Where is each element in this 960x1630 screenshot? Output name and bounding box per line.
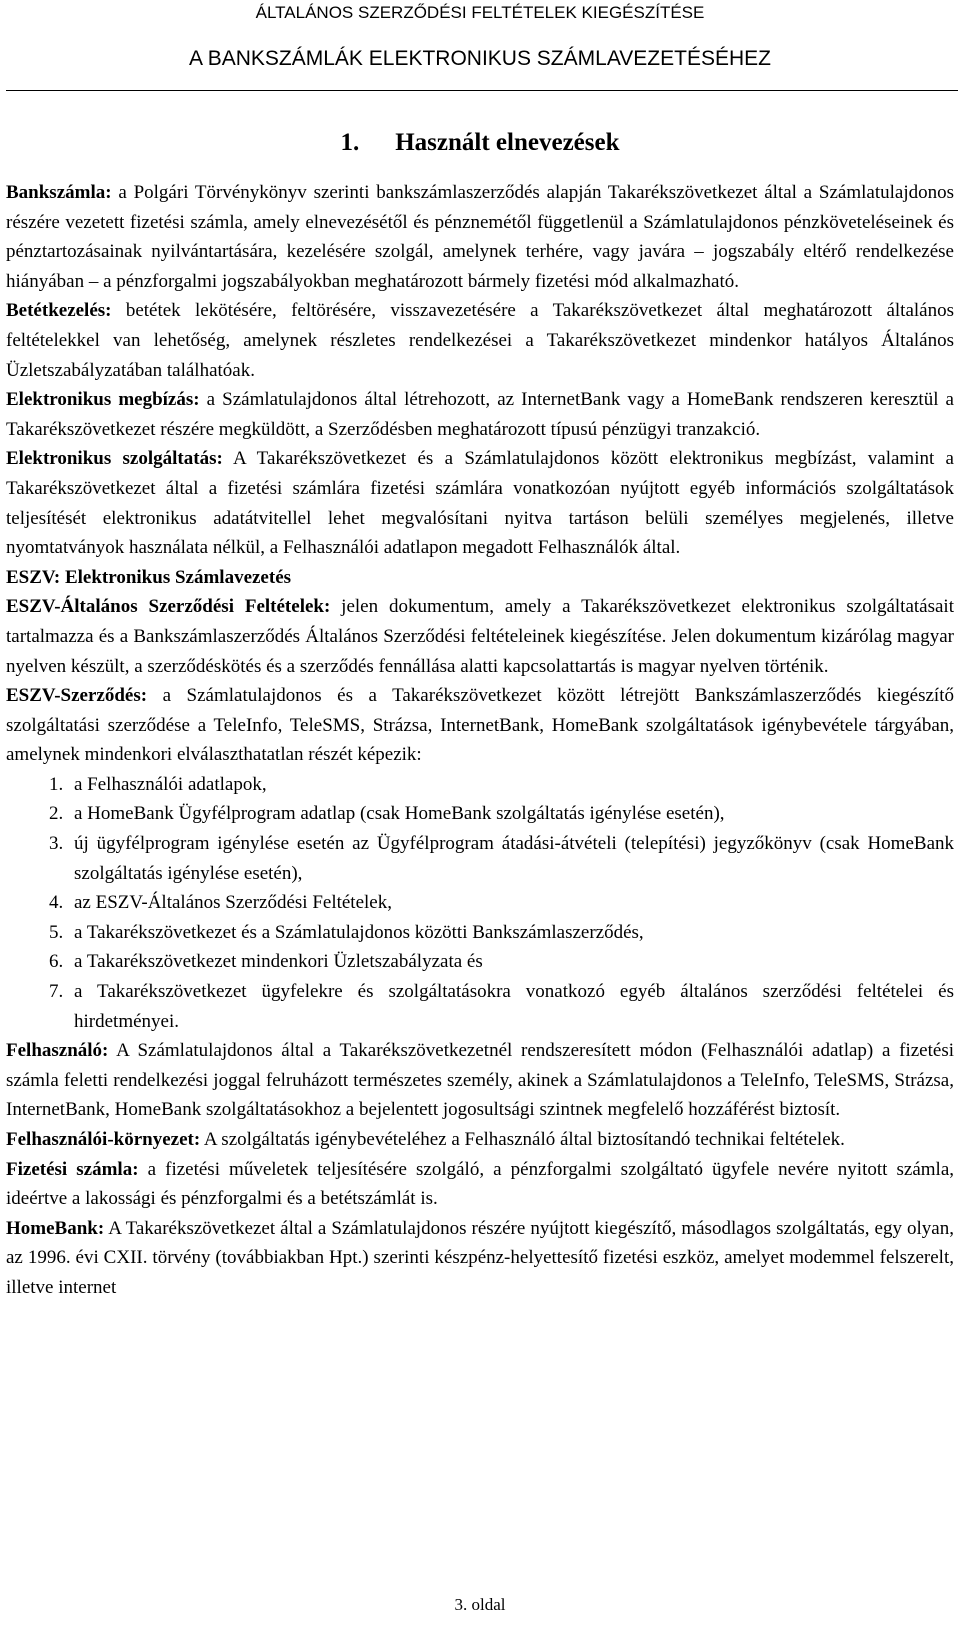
definition-text: A Számlatulajdonos által a Takarékszövetkezetnél rendszeresített módon (Felhasználói adatlap) a fizetési számla feletti rendelkezési joggal felruházott természetes személy, akinek a Számlatulajdonos a TeleInfo, TeleSMS, Strázsa, InternetBank, HomeBank szolgáltatásokhoz a bejelentett jogosultsági szintnek megfelelő hozzáférést biztosít. [6,1040,954,1121]
page-number: 3. oldal [454,1595,506,1614]
definition-paragraph [6,296,954,385]
section-heading [0,126,960,160]
list-item: 4. az ESZV-Általános Szerződési Feltételek, [68,888,954,918]
header-line-2: A BANKSZÁMLÁK ELEKTRONIKUS SZÁMLAVEZETÉSÉHEZ [189,47,771,70]
list-item: 5. a Takarékszövetkezet és a Számlatulajdonos közötti Bankszámlaszerződés, [68,918,954,948]
definition-paragraph [6,563,954,593]
definition-term: Felhasználói-környezet: [6,1129,201,1150]
definition-term: ESZV: Elektronikus Számlavezetés [6,566,292,588]
definition-paragraph [6,178,954,296]
definition-paragraph [6,681,954,770]
list-item: 2. a HomeBank Ügyfélprogram adatlap (csak HomeBank szolgáltatás igénylése esetén), [68,799,954,829]
definition-text: a fizetési műveletek teljesítésére szolgáló, a pénzforgalmi szolgáltató ügyfele nevére nyitott számla, ideértve a lakossági és pénzforgalmi és a betétszámlát is. [6,1158,954,1210]
header-line-1: ÁLTALÁNOS SZERZŐDÉSI FELTÉTELEK KIEGÉSZÍTÉSE [255,3,705,22]
definition-paragraph [6,592,954,681]
list-item: 3. új ügyfélprogram igénylése esetén az Ügyfélprogram átadási-átvételi (telepítési) jegyzőkönyv (csak HomeBank szolgáltatás igénylése esetén), [68,829,954,888]
definition-term: HomeBank: [6,1217,105,1239]
definition-paragraph [6,444,954,562]
section-number: 1. [340,129,360,156]
definition-paragraph [6,1125,954,1155]
definition-term: Felhasználó: [6,1040,109,1062]
definition-text: jelen dokumentum, amely a Takarékszövetkezet elektronikus szolgáltatásait tartalmazza és a Bankszámlaszerződés Általános Szerződési feltételeinek kiegészítése. Jelen dokumentum kizárólag magyar nyelven készült, a szerződéskötés és a szerződés fennállása alatti kapcsolattartás is magyar nyelven történik. [6,596,954,677]
definition-term: ESZV-Szerződés: [6,685,148,707]
definition-term: ESZV-Általános Szerződési Feltételek: [6,596,331,618]
header-divider [6,90,958,91]
definition-text: A Takarékszövetkezet és a Számlatulajdonos között elektronikus megbízást, valamint a Takarékszövetkezet által a fizetési számlára fizetési számlára vonatkozóan nyújtott egyéb információs szolgáltatások teljesítését elektronikus adatátvitellel lehet megvalósítani nyitva tartáson belüli személyes megjelenés, illetve nyomtatványok használata nélkül, a Felhasználói adatlapon megadott Felhasználók által. [6,448,954,559]
definition-term: Elektronikus szolgáltatás: [6,448,223,470]
definition-text: a Számlatulajdonos és a Takarékszövetkezet között létrejött Bankszámlaszerződés kiegészítő szolgáltatási szerződése a TeleInfo, TeleSMS, Strázsa, InternetBank, HomeBank szolgáltatások igénybevétele tárgyában, amelynek mindenkori elválaszthatatlan részét képezik: [6,685,954,766]
section-title: Használt elnevezések [395,129,620,156]
list-item: 6. a Takarékszövetkezet mindenkori Üzletszabályzata és [68,947,954,977]
definition-text: a Polgári Törvénykönyv szerinti bankszámlaszerződés alapján Takarékszövetkezet által a Számlatulajdonos részére vezetett fizetési számla, amely elnevezésétől és pénznemétől függetlenül a Számlatulajdonos pénzköveteléseinek és pénztartozásainak nyilvántartására, kezelésére szolgál, amelynek terhére, vagy javára – jogszabály eltérő rendelkezése hiányában – a pénzforgalmi jogszabályokban meghatározott bármely fizetési mód alkalmazható. [6,182,954,292]
definition-paragraph [6,1155,954,1214]
definition-term: Fizetési számla: [6,1158,139,1180]
definition-term: Elektronikus megbízás: [6,389,200,411]
definition-term: Betétkezelés: [6,300,112,322]
list-item: 1. a Felhasználói adatlapok, [68,770,954,800]
definition-paragraph [6,1036,954,1125]
contract-parts-list [6,770,954,1036]
list-item: 7. a Takarékszövetkezet ügyfelekre és szolgáltatásokra vonatkozó egyéb általános szerződési feltételei és hirdetményei. [68,977,954,1036]
definition-term: Bankszámla: [6,182,112,203]
definition-text: a Számlatulajdonos által létrehozott, az InternetBank vagy a HomeBank rendszeren keresztül a Takarékszövetkezet részére megküldött, a Szerződésben meghatározott típusú pénzügyi tranzakció. [6,389,954,440]
definition-text: A Takarékszövetkezet által a Számlatulajdonos részére nyújtott kiegészítő, másodlagos szolgáltatás, egy olyan, az 1996. évi CXII. törvény (továbbiakban Hpt.) szerinti készpénz-helyettesítő fizetési eszköz, amelyet modemmel felszerelt, illetve internet [6,1217,954,1298]
definition-paragraph [6,1214,954,1303]
document-body [6,178,954,1303]
definition-paragraph [6,385,954,444]
definition-text: A szolgáltatás igénybevételéhez a Felhasználó által biztosítandó technikai feltételek. [200,1129,845,1150]
definition-text: betétek lekötésére, feltörésére, visszavezetésére a Takarékszövetkezet által meghatározott általános feltételekkel van lehetőség, amelynek részletes rendelkezései a Takarékszövetkezet mindenkor hatályos Általános Üzletszabályzatában találhatóak. [6,300,954,381]
